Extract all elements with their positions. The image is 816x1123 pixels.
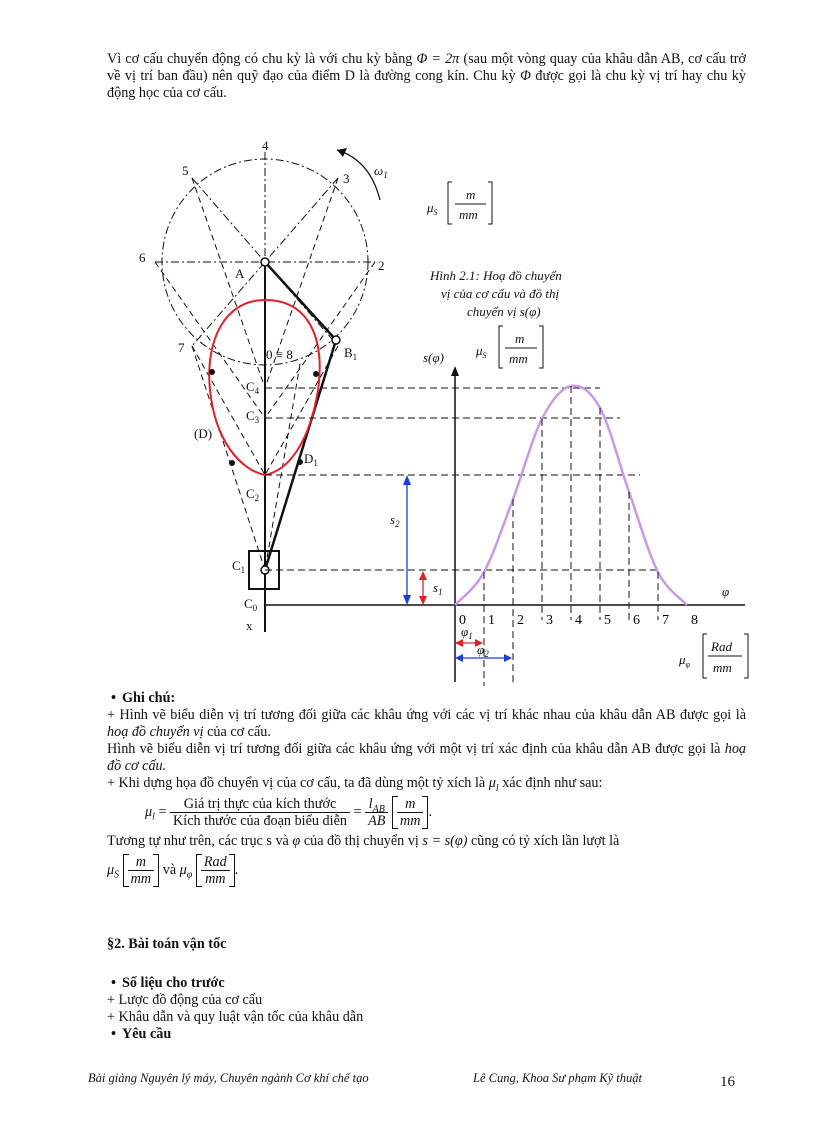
note-p4: Tương tự như trên, các trục s và <box>107 833 289 849</box>
displacement-chart <box>403 366 745 686</box>
label-d1: $D_1$ <box>304 451 318 468</box>
circle-point-7: 7 <box>178 340 185 355</box>
given-section <box>107 975 746 1043</box>
label-d-curve: (D) <box>194 426 213 441</box>
mu-phi: $\mu_\varphi$ <box>679 652 690 669</box>
svg-text:m: m <box>466 187 476 202</box>
mu-s-axis: $\mu_S$ <box>476 343 487 360</box>
s-phi-curve <box>455 386 687 605</box>
joint-b1 <box>332 336 340 344</box>
label-b1: $B_1$ <box>344 345 358 362</box>
coupler-bc <box>265 340 336 570</box>
page-footer <box>88 1070 748 1087</box>
requirement-title: Yêu cầu <box>121 1026 172 1042</box>
phi-symbol: Φ <box>520 68 531 84</box>
s2-label: $s_2$ <box>390 512 400 529</box>
circle-point-5: 5 <box>182 163 189 178</box>
svg-text:mm: mm <box>713 660 732 675</box>
chart-vertical-lines <box>484 386 658 686</box>
circle-point-2: 2 <box>378 258 385 273</box>
caption-line-1: Hình 2.1: Hoạ đồ chuyển <box>430 268 562 283</box>
given-item-2: + Khâu dẫn và quy luật vận tốc của khâu dẫn <box>107 1009 364 1025</box>
label-c1: $C_1$ <box>232 558 246 575</box>
phi-equation: Φ = 2π <box>416 51 460 67</box>
s-axis-arrow <box>451 366 459 376</box>
omega-arrowhead <box>337 148 347 157</box>
svg-text:m: m <box>515 331 525 346</box>
caption-line-3: chuyển vị s(φ) <box>467 304 541 319</box>
given-item-1: + Lược đồ động của cơ cấu <box>107 992 263 1008</box>
section-title: §2. Bài toán vận tốc <box>107 936 227 952</box>
notes-title: • Ghi chú: <box>107 690 175 706</box>
label-c3: $C_3$ <box>246 408 260 425</box>
circle-point-3: 3 <box>343 171 350 186</box>
tick-label-4: 4 <box>575 613 582 628</box>
chart-ticks <box>459 613 698 628</box>
intro-text-2: (sau một vòng quay của khâu dẫn AB, cơ cấu trở về vị trí ban đầu) nên quỹ đạo của điểm D là đường cong kín. Chu kỳ <box>107 51 747 84</box>
page-number: 16 <box>720 1074 735 1090</box>
note-p1: + Hình vẽ biểu diễn vị trí tương đối giữa các khâu ứng với các vị trí khác nhau của khâu dẫn AB được gọi là <box>107 707 746 723</box>
phi2-label: $\varphi_2$ <box>477 642 489 659</box>
intro-text-3: được gọi là chu kỳ vị trí hay chu kỳ động học của cơ cấu. <box>107 68 746 101</box>
tick-label-6: 6 <box>633 613 640 628</box>
point-d1 <box>298 460 303 465</box>
notes-section: • Ghi chú: + Hình vẽ biểu diễn vị trí tương đối giữa các khâu ứng với các vị trí khác nhau của khâu dẫn AB được gọi là hoạ đồ chuyển vị của cơ cấu. Hình vẽ biểu diễn vị trí tương đối giữa các khâu ứng với một vị trí xác định của khâu dẫn AB được gọi là hoạ đồ cơ cấu. + Khi dựng họa đồ chuyển vị của cơ cấu, ta đã dùng một tỷ xích là $\mu_l$ xác định như sau: $\mu_l$ = $\frac{\text{Giá trị thực của kích thước}}{\text{Kích thước của đoạn biểu diễn}}$ = $\frac{l_{AB}}{AB}$ $\frac{m}{mm}$ . Tương tự như trên, các trục s và φ của đồ thị chuyển vị s = s(φ) cũng có tỷ xích lần lượt là $\mu_S$ $\frac{m}{mm}$ và $\mu_\varphi$ $\frac{\text{Rad}}{mm}$ . <box>107 690 746 887</box>
scale-formula: $\mu_l$ = $\frac{\text{Giá trị thực của kích thước}}{\text{Kích thước của đoạn biểu diễn}}$ = $\frac{l_{AB}}{AB}$ $\frac{m}{mm}$ . <box>145 796 433 829</box>
label-a: A <box>235 266 245 281</box>
s-axis-label: s(φ) <box>423 350 444 365</box>
tick-label-3: 3 <box>546 613 553 628</box>
s1-label: $s_1$ <box>433 580 443 597</box>
note-p3: + Khi dựng họa đồ chuyển vị của cơ cấu, ta đã dùng một tỷ xích là <box>107 775 486 791</box>
label-c2: $C_2$ <box>246 486 260 503</box>
intro-text-1: Vì cơ cấu chuyển động có chu kỳ là với chu kỳ bằng <box>107 51 413 67</box>
phi-axis-label: φ <box>722 584 730 599</box>
joint-a <box>261 258 269 266</box>
footer-left: Bài giảng Nguyên lý máy, Chuyên ngành Cơ khí chế tạo <box>88 1071 369 1085</box>
tick-label-1: 1 <box>488 613 495 628</box>
tick-label-8: 8 <box>691 613 698 628</box>
footer-right: Lê Cung, Khoa Sư phạm Kỹ thuật <box>473 1071 642 1085</box>
phi1-label: $\varphi_1$ <box>461 624 473 641</box>
tick-label-7: 7 <box>662 613 669 628</box>
omega-label: $\omega_1$ <box>374 163 388 180</box>
circle-point-4: 4 <box>262 138 269 153</box>
tick-label-5: 5 <box>604 613 611 628</box>
given-title: Số liệu cho trước <box>121 975 225 991</box>
label-c4: $C_4$ <box>246 379 260 396</box>
svg-text:mm: mm <box>459 207 478 222</box>
tick-label-0: 0 <box>459 613 466 628</box>
projection-lines <box>265 388 660 570</box>
label-x: x <box>246 618 253 633</box>
mu-s-top: $\mu_S$ <box>427 200 438 217</box>
tick-label-2: 2 <box>517 613 524 628</box>
caption-line-2: vị của cơ cấu và đồ thị <box>441 286 560 301</box>
note-p2: Hình vẽ biểu diễn vị trí tương đối giữa các khâu ứng với một vị trí xác định của khâu dẫn AB được gọi là <box>107 741 721 757</box>
label-zero-eight: 0 ≡ 8 <box>266 347 293 362</box>
svg-text:mm: mm <box>509 351 528 366</box>
label-c0: $C_0$ <box>244 596 258 613</box>
circle-point-6: 6 <box>139 250 146 265</box>
mechanism-diagram <box>155 148 455 632</box>
svg-text:Rad: Rad <box>711 639 732 654</box>
